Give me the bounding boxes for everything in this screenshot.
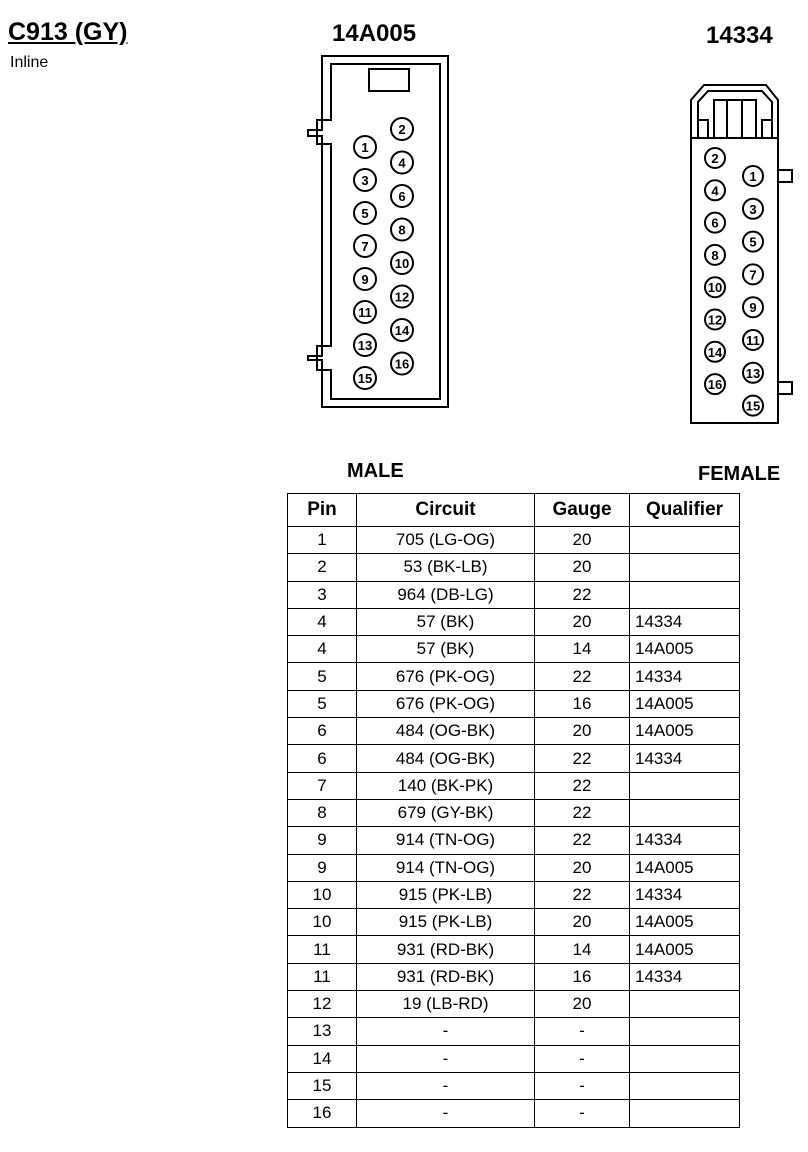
female-label: FEMALE bbox=[698, 463, 781, 485]
table-row bbox=[288, 772, 740, 799]
female-pin-number: 13 bbox=[745, 365, 761, 381]
cell-qualifier bbox=[630, 554, 740, 581]
cell-gauge: 14 bbox=[535, 636, 630, 663]
cell-pin: 5 bbox=[288, 663, 357, 690]
cell-pin: 9 bbox=[288, 854, 357, 881]
cell-gauge: 20 bbox=[535, 554, 630, 581]
male-pin-number: 10 bbox=[394, 256, 410, 271]
female-pin-8 bbox=[705, 245, 725, 265]
header-pin: Pin bbox=[288, 494, 357, 527]
table-row bbox=[288, 663, 740, 690]
header-gauge: Gauge bbox=[535, 494, 630, 527]
male-pin-number: 14 bbox=[394, 323, 410, 338]
male-pin-1 bbox=[354, 136, 376, 158]
cell-qualifier: 14334 bbox=[630, 745, 740, 772]
table-row bbox=[288, 608, 740, 635]
cell-circuit: 914 (TN-OG) bbox=[357, 854, 535, 881]
male-connector-diagram bbox=[300, 50, 460, 415]
cell-pin: 1 bbox=[288, 527, 357, 554]
cell-gauge: 14 bbox=[535, 936, 630, 963]
cell-gauge: - bbox=[535, 1072, 630, 1099]
female-pin-number: 15 bbox=[745, 398, 761, 414]
cell-pin: 9 bbox=[288, 827, 357, 854]
cell-qualifier: 14A005 bbox=[630, 936, 740, 963]
female-pin-number: 4 bbox=[711, 183, 719, 199]
cell-qualifier bbox=[630, 772, 740, 799]
cell-qualifier bbox=[630, 1018, 740, 1045]
male-pin-number: 6 bbox=[398, 189, 406, 204]
cell-qualifier bbox=[630, 1045, 740, 1072]
male-part-number: 14A005 bbox=[332, 20, 417, 47]
cell-circuit: 931 (RD-BK) bbox=[357, 963, 535, 990]
female-pin-9 bbox=[743, 297, 763, 317]
cell-gauge: - bbox=[535, 1045, 630, 1072]
cell-circuit: 931 (RD-BK) bbox=[357, 936, 535, 963]
cell-qualifier: 14A005 bbox=[630, 690, 740, 717]
cell-qualifier: 14334 bbox=[630, 827, 740, 854]
cell-circuit: - bbox=[357, 1072, 535, 1099]
cell-circuit: 676 (PK-OG) bbox=[357, 690, 535, 717]
cell-gauge: 16 bbox=[535, 963, 630, 990]
cell-qualifier: 14334 bbox=[630, 663, 740, 690]
male-pin-4 bbox=[391, 152, 413, 174]
connector-subtitle: Inline bbox=[10, 54, 49, 71]
table-row bbox=[288, 1018, 740, 1045]
cell-qualifier: 14A005 bbox=[630, 718, 740, 745]
male-pin-13 bbox=[354, 334, 376, 356]
cell-qualifier: 14334 bbox=[630, 881, 740, 908]
cell-pin: 4 bbox=[288, 636, 357, 663]
cell-circuit: 484 (OG-BK) bbox=[357, 745, 535, 772]
cell-circuit: - bbox=[357, 1045, 535, 1072]
cell-qualifier bbox=[630, 581, 740, 608]
female-pin-4 bbox=[705, 180, 725, 200]
cell-circuit: 705 (LG-OG) bbox=[357, 527, 535, 554]
cell-pin: 6 bbox=[288, 745, 357, 772]
connector-title: C913 (GY) bbox=[8, 18, 128, 46]
female-pin-number: 9 bbox=[749, 300, 757, 316]
cell-circuit: 679 (GY-BK) bbox=[357, 799, 535, 826]
male-pin-6 bbox=[391, 185, 413, 207]
cell-pin: 10 bbox=[288, 909, 357, 936]
male-pin-16 bbox=[391, 353, 413, 375]
male-pin-number: 15 bbox=[357, 371, 373, 386]
female-pin-number: 1 bbox=[749, 169, 757, 184]
cell-pin: 10 bbox=[288, 881, 357, 908]
cell-gauge: 20 bbox=[535, 991, 630, 1018]
male-pin-10 bbox=[391, 252, 413, 274]
cell-gauge: 22 bbox=[535, 799, 630, 826]
male-pin-11 bbox=[354, 301, 376, 323]
male-pin-number: 11 bbox=[358, 305, 372, 320]
cell-gauge: - bbox=[535, 1100, 630, 1127]
female-pin-15 bbox=[743, 396, 763, 416]
cell-gauge: 22 bbox=[535, 581, 630, 608]
cell-circuit: 57 (BK) bbox=[357, 636, 535, 663]
female-pin-number: 12 bbox=[707, 312, 723, 328]
female-pin-2 bbox=[705, 148, 725, 168]
female-pin-6 bbox=[705, 213, 725, 233]
cell-gauge: 22 bbox=[535, 663, 630, 690]
male-pin-15 bbox=[354, 367, 376, 389]
cell-circuit: 914 (TN-OG) bbox=[357, 827, 535, 854]
cell-qualifier: 14A005 bbox=[630, 909, 740, 936]
female-pin-number: 5 bbox=[749, 234, 757, 250]
cell-gauge: 22 bbox=[535, 881, 630, 908]
male-pin-number: 8 bbox=[398, 222, 406, 238]
female-pin-13 bbox=[743, 363, 763, 383]
cell-gauge: 20 bbox=[535, 527, 630, 554]
table-row bbox=[288, 554, 740, 581]
cell-qualifier: 14A005 bbox=[630, 636, 740, 663]
table-row bbox=[288, 718, 740, 745]
female-pin-number: 16 bbox=[707, 377, 723, 393]
female-pin-12 bbox=[705, 310, 725, 330]
table-row bbox=[288, 527, 740, 554]
female-pin-number: 8 bbox=[711, 247, 719, 263]
cell-gauge: 20 bbox=[535, 909, 630, 936]
male-pin-number: 1 bbox=[361, 140, 369, 155]
female-pin-number: 14 bbox=[707, 344, 723, 360]
table-row bbox=[288, 881, 740, 908]
header-qualifier: Qualifier bbox=[630, 494, 740, 527]
female-pin-number: 2 bbox=[711, 151, 719, 166]
male-pin-12 bbox=[391, 286, 413, 308]
table-row bbox=[288, 991, 740, 1018]
male-pin-number: 3 bbox=[361, 173, 369, 188]
cell-circuit: - bbox=[357, 1100, 535, 1127]
table-row bbox=[288, 963, 740, 990]
male-pin-number: 2 bbox=[398, 122, 406, 137]
cell-pin: 15 bbox=[288, 1072, 357, 1099]
table-row bbox=[288, 1072, 740, 1099]
female-part-number: 14334 bbox=[706, 22, 773, 49]
male-pin-number: 7 bbox=[361, 239, 369, 254]
male-pin-2 bbox=[391, 118, 413, 140]
cell-pin: 6 bbox=[288, 718, 357, 745]
cell-pin: 5 bbox=[288, 690, 357, 717]
male-pin-9 bbox=[354, 268, 376, 290]
cell-pin: 4 bbox=[288, 608, 357, 635]
table-row bbox=[288, 1045, 740, 1072]
male-pin-14 bbox=[391, 319, 413, 341]
male-pin-7 bbox=[354, 235, 376, 257]
cell-pin: 11 bbox=[288, 936, 357, 963]
cell-qualifier: 14334 bbox=[630, 963, 740, 990]
cell-gauge: 20 bbox=[535, 854, 630, 881]
cell-pin: 13 bbox=[288, 1018, 357, 1045]
cell-gauge: - bbox=[535, 1018, 630, 1045]
cell-qualifier: 14A005 bbox=[630, 854, 740, 881]
female-pin-number: 7 bbox=[749, 267, 757, 283]
cell-gauge: 22 bbox=[535, 772, 630, 799]
cell-pin: 2 bbox=[288, 554, 357, 581]
female-pin-number: 10 bbox=[707, 280, 723, 296]
male-pin-5 bbox=[354, 202, 376, 224]
female-pin-11 bbox=[743, 330, 763, 350]
female-pin-14 bbox=[705, 342, 725, 362]
cell-qualifier bbox=[630, 991, 740, 1018]
male-pin-number: 12 bbox=[394, 289, 410, 305]
cell-pin: 12 bbox=[288, 991, 357, 1018]
cell-circuit: 915 (PK-LB) bbox=[357, 881, 535, 908]
cell-pin: 3 bbox=[288, 581, 357, 608]
cell-qualifier bbox=[630, 799, 740, 826]
male-pin-number: 9 bbox=[361, 272, 369, 287]
table-row bbox=[288, 854, 740, 881]
table-row bbox=[288, 827, 740, 854]
female-connector-diagram bbox=[686, 80, 800, 425]
cell-gauge: 20 bbox=[535, 718, 630, 745]
cell-circuit: 964 (DB-LG) bbox=[357, 581, 535, 608]
cell-qualifier bbox=[630, 1100, 740, 1127]
pinout-table bbox=[287, 493, 740, 1128]
table-header-row bbox=[288, 494, 740, 527]
cell-circuit: 19 (LB-RD) bbox=[357, 991, 535, 1018]
cell-pin: 16 bbox=[288, 1100, 357, 1127]
male-pin-number: 5 bbox=[361, 206, 369, 221]
table-row bbox=[288, 909, 740, 936]
male-pin-3 bbox=[354, 169, 376, 191]
cell-qualifier: 14334 bbox=[630, 608, 740, 635]
cell-qualifier bbox=[630, 1072, 740, 1099]
cell-qualifier bbox=[630, 527, 740, 554]
cell-gauge: 22 bbox=[535, 745, 630, 772]
male-pin-number: 13 bbox=[357, 338, 373, 353]
male-pin-number: 4 bbox=[398, 155, 406, 171]
female-pin-16 bbox=[705, 374, 725, 394]
table-row bbox=[288, 745, 740, 772]
table-row bbox=[288, 690, 740, 717]
table-row bbox=[288, 1100, 740, 1127]
female-pin-number: 6 bbox=[711, 215, 719, 231]
table-row bbox=[288, 636, 740, 663]
cell-pin: 7 bbox=[288, 772, 357, 799]
cell-circuit: 915 (PK-LB) bbox=[357, 909, 535, 936]
female-pin-number: 11 bbox=[746, 333, 760, 348]
cell-pin: 11 bbox=[288, 963, 357, 990]
cell-circuit: 484 (OG-BK) bbox=[357, 718, 535, 745]
female-pin-10 bbox=[705, 277, 725, 297]
female-pin-7 bbox=[743, 264, 763, 284]
cell-gauge: 20 bbox=[535, 608, 630, 635]
cell-pin: 14 bbox=[288, 1045, 357, 1072]
cell-gauge: 22 bbox=[535, 827, 630, 854]
male-housing-outline bbox=[308, 56, 448, 407]
table-row bbox=[288, 799, 740, 826]
female-pin-3 bbox=[743, 199, 763, 219]
cell-circuit: 53 (BK-LB) bbox=[357, 554, 535, 581]
male-pin-8 bbox=[391, 219, 413, 241]
male-pin-number: 16 bbox=[394, 356, 410, 372]
cell-circuit: 140 (BK-PK) bbox=[357, 772, 535, 799]
cell-circuit: 676 (PK-OG) bbox=[357, 663, 535, 690]
female-pin-5 bbox=[743, 232, 763, 252]
cell-pin: 8 bbox=[288, 799, 357, 826]
cell-circuit: - bbox=[357, 1018, 535, 1045]
female-pin-number: 3 bbox=[749, 201, 757, 217]
table-row bbox=[288, 581, 740, 608]
header-circuit: Circuit bbox=[357, 494, 535, 527]
table-row bbox=[288, 936, 740, 963]
male-label: MALE bbox=[347, 460, 404, 482]
cell-circuit: 57 (BK) bbox=[357, 608, 535, 635]
cell-gauge: 16 bbox=[535, 690, 630, 717]
female-pin-1 bbox=[743, 166, 763, 186]
